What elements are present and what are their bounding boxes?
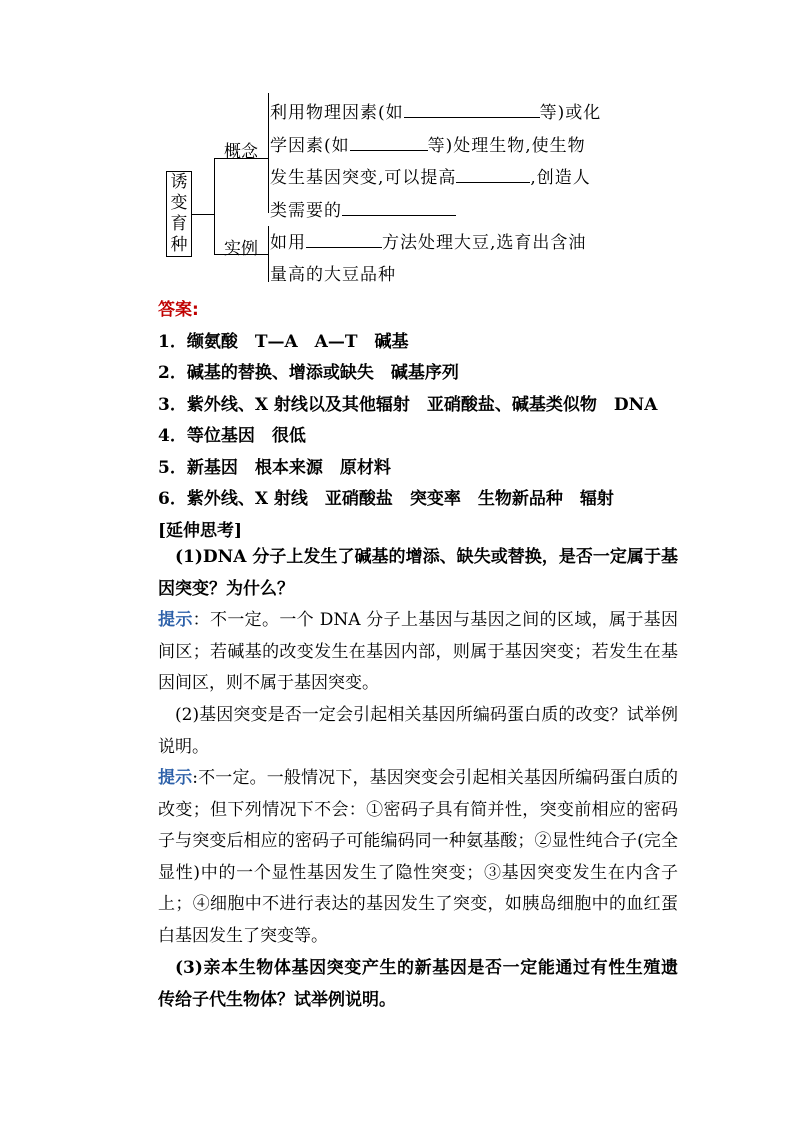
question-3: (3)亲本生物体基因突变产生的新基因是否一定能通过有性生殖遗传给子代生物体？试举例说明。 <box>158 958 678 1010</box>
concept-line: 学因素(如 等)处理生物,使生物 <box>270 136 586 156</box>
example-line: 量高的大豆品种 <box>270 265 396 285</box>
hint-label: 提示 <box>158 610 193 630</box>
mutation-breeding-diagram <box>158 88 638 288</box>
connector-line <box>192 214 214 215</box>
fill-blank <box>456 166 530 183</box>
branch-example-label: 实例 <box>224 239 258 259</box>
root-char: 变 <box>170 193 188 213</box>
root-char: 种 <box>170 235 188 255</box>
fill-blank <box>350 134 428 151</box>
answer-item: 4．等位基因 很低 <box>158 426 306 446</box>
connector-line <box>268 93 269 213</box>
question-1: (1)DNA 分子上发生了碱基的增添、缺失或替换，是否一定属于基因突变？为什么？ <box>158 547 678 599</box>
fill-blank <box>306 231 382 248</box>
fill-blank <box>404 101 540 118</box>
branch-concept-label: 概念 <box>224 142 258 162</box>
answer-1: 提示：不一定。一个 DNA 分子上基因与基因之间的区域，属于基因间区；若碱基的改变发生在基因内部，则属于基因突变；若发生在基因间区，则不属于基因突变。 <box>158 610 678 693</box>
hint-label: 提示 <box>158 768 193 788</box>
answer-item: 3．紫外线、X 射线以及其他辐射 亚硝酸盐、碱基类似物 DNA <box>158 395 658 415</box>
answer-item: 6．紫外线、X 射线 亚硝酸盐 突变率 生物新品种 辐射 <box>158 489 614 509</box>
root-node <box>166 171 192 257</box>
fill-blank <box>342 199 456 216</box>
answer-item: 1．缬氨酸 T—A A—T 碱基 <box>158 332 409 352</box>
root-char: 育 <box>170 214 188 234</box>
answers-heading: 答案: <box>158 300 199 320</box>
root-char: 诱 <box>170 172 188 192</box>
answer-item: 5．新基因 根本来源 原材料 <box>158 458 391 478</box>
connector-line <box>214 158 215 254</box>
concept-line: 类需要的 <box>270 196 456 221</box>
answer-2: 提示:不一定。一般情况下，基因突变会引起相关基因所编码蛋白质的改变；但下列情况下不会：①密码子具有简并性，突变前相应的密码子与突变后相应的密码子可能编码同一种氨基酸；②显性纯合子(完全显性)中的一个显性基因发生了隐性突变；③基因突变发生在内含子上；④细胞中不进行表达的基因发生了突变，如胰岛细胞中的血红蛋白基因发生了突变等。 <box>158 768 679 946</box>
concept-line: 利用物理因素(如 等)或化 <box>270 103 602 123</box>
extension-heading: [延伸思考] <box>158 521 243 541</box>
connector-line <box>268 226 269 282</box>
answer-item: 2．碱基的替换、增添或缺失 碱基序列 <box>158 363 459 383</box>
concept-line: 发生基因突变,可以提高 ,创造人 <box>270 168 591 188</box>
example-line: 如用 方法处理大豆,选育出含油 <box>270 233 587 253</box>
question-2: (2)基因突变是否一定会引起相关基因所编码蛋白质的改变？试举例说明。 <box>158 705 678 757</box>
